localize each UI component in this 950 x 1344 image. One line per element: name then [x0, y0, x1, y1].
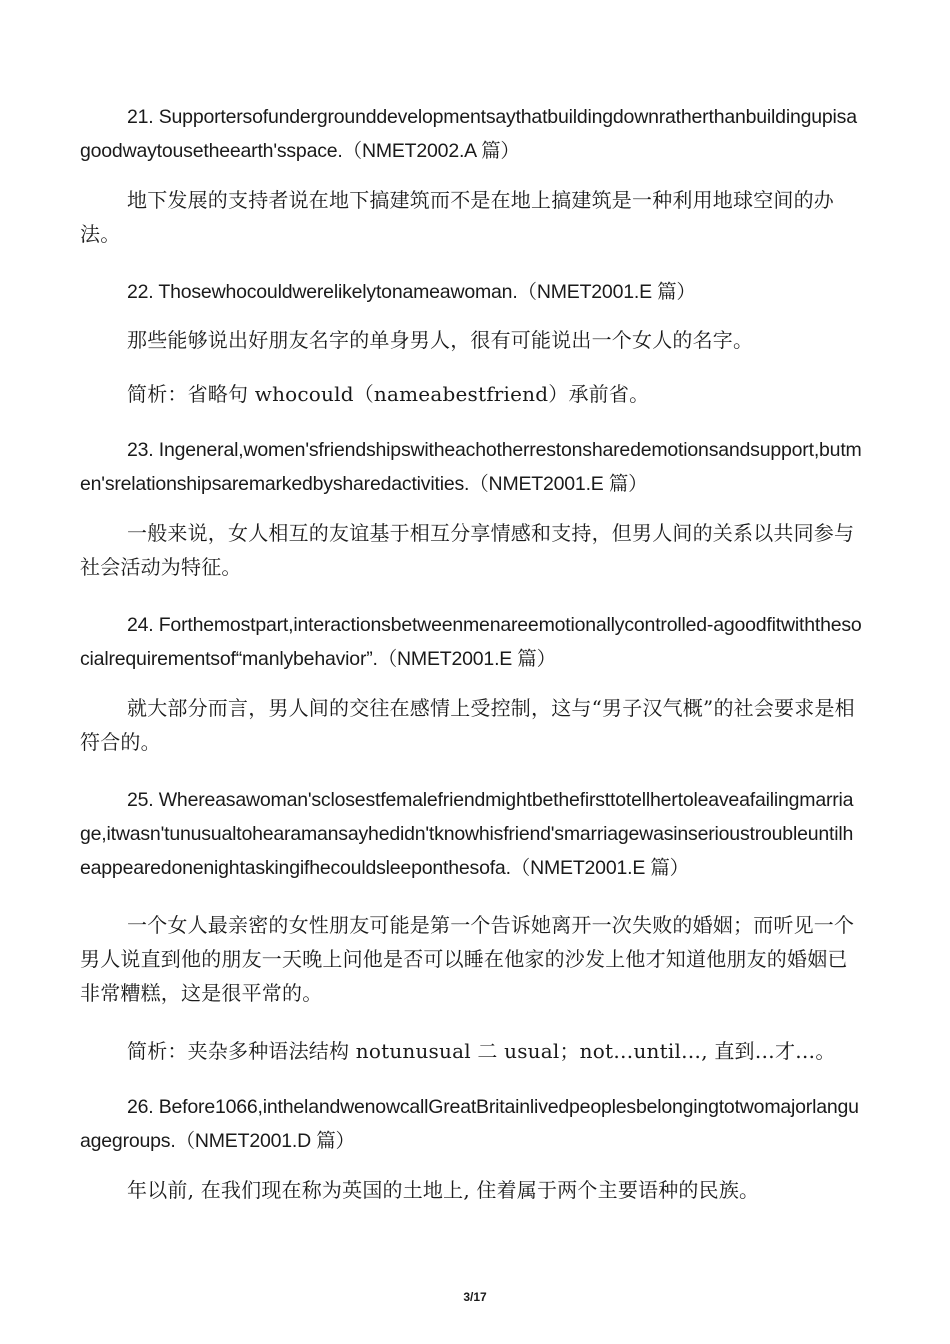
- example-23-english: 23. Ingeneral,women'sfriendshipswitheachotherrestonsharedemotionsandsupport,butmen'srelationshipsaremarkedbysharedactivities.（NMET2001.E 篇）: [80, 439, 862, 495]
- example-24-english: 24. Forthemostpart,interactionsbetweenmenareemotionallycontrolled-agoodfitwiththesocialrequirementsof“manlybehavior”.（NMET2001.E 篇）: [80, 614, 862, 670]
- example-26-translation: 年以前, 在我们现在称为英国的土地上, 住着属于两个主要语种的民族。: [127, 1178, 760, 1202]
- example-25-translation: 一个女人最亲密的女性朋友可能是第一个告诉她离开一次失败的婚姻；而听见一个男人说直到他的朋友一天晚上问他是否可以睡在他家的沙发上他才知道他朋友的婚姻已非常糟糕，这是很平常的。: [80, 913, 855, 1005]
- example-21-translation: 地下发展的支持者说在地下搞建筑而不是在地上搞建筑是一种利用地球空间的办法。: [80, 188, 834, 246]
- example-26-english: 26. Before1066,inthelandwenowcallGreatBritainlivedpeoplesbelongingtotwomajorlanguagegroups.（NMET2001.D 篇）: [80, 1096, 859, 1152]
- example-22-note: 简析：省略句 whocould（nameabestfriend）承前省。: [127, 382, 650, 406]
- example-24-translation: 就大部分而言，男人间的交往在感情上受控制，这与“男子汉气概”的社会要求是相符合的。: [80, 696, 855, 754]
- example-25-english: 25. Whereasawoman'sclosestfemalefriendmightbethefirsttotellhertoleaveafailingmarriage,itwasn'tunusualtohearamansayhedidn'tknowhisfriend'smarriagewasinserioustroubleuntilheappearedonenightaskingifhecouldsleeponthesofa.（NMET2001.E 篇）: [80, 789, 854, 879]
- example-23-translation: 一般来说，女人相互的友谊基于相互分享情感和支持，但男人间的关系以共同参与社会活动为特征。: [80, 521, 855, 579]
- example-22-translation: 那些能够说出好朋友名字的单身男人，很有可能说出一个女人的名字。: [127, 328, 754, 352]
- page-number: 3/17: [463, 1290, 487, 1304]
- example-25-note: 简析：夹杂多种语法结构 notunusual 二 usual；not…until…, 直到…才…。: [127, 1039, 836, 1063]
- example-22-english: 22. Thosewhocouldwerelikelytonameawoman.（NMET2001.E 篇）: [127, 281, 696, 303]
- example-21-english: 21. Supportersofundergrounddevelopmentsaythatbuildingdownratherthanbuildingupisagoodwaytousetheearth'sspace.（NMET2002.A 篇）: [80, 106, 857, 162]
